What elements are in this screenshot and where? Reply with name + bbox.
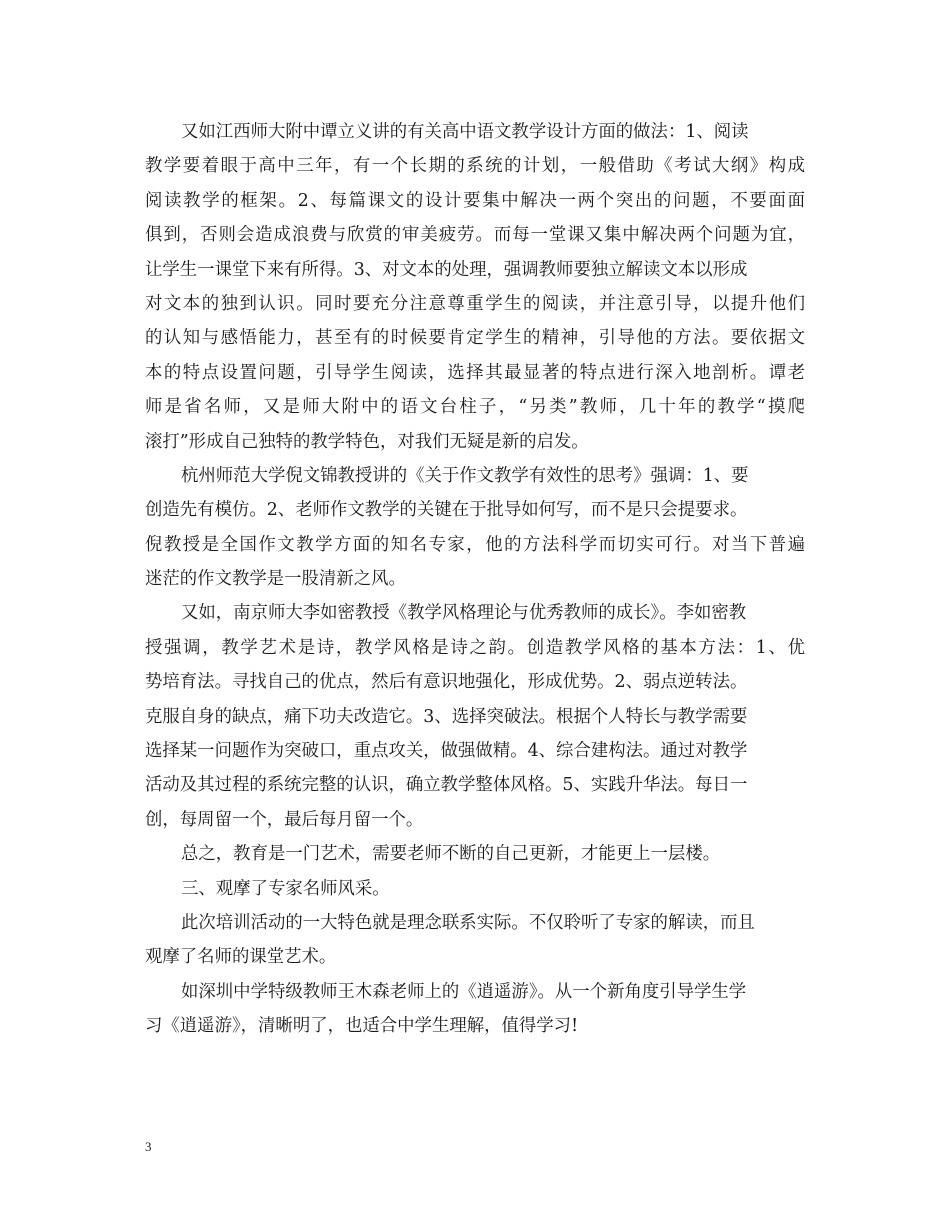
paragraph-line: 倪教授是全国作文教学方面的知名专家，他的方法科学而切实可行。对当下普遍	[145, 534, 805, 555]
paragraph-line: 此次培训活动的一大特色就是理念联系实际。不仅聆听了专家的解读，而且	[181, 912, 755, 933]
document-body	[145, 115, 805, 1044]
paragraph-line: 本的特点设置问题，引导学生阅读，选择其最显著的特点进行深入地剖析。谭老	[145, 362, 805, 383]
paragraph-line: 的认知与感悟能力，甚至有的时候要肯定学生的精神，引导他的方法。要依据文	[145, 328, 805, 349]
paragraph-line: 习《逍遥游》，清晰明了，也适合中学生理解，值得学习!	[145, 1016, 579, 1037]
paragraph-line: 势培育法。寻找自己的优点，然后有意识地强化，形成优势。2、弱点逆转法。	[145, 672, 748, 693]
section-heading: 三、观摩了专家名师风采。	[181, 878, 390, 899]
paragraph-line: 创，每周留一个，最后每月留一个。	[145, 809, 424, 830]
paragraph-line: 观摩了名师的课堂艺术。	[145, 947, 337, 968]
paragraph-line: 迷茫的作文教学是一股清新之风。	[145, 569, 406, 590]
paragraph-line: 又如江西师大附中谭立义讲的有关高中语文教学设计方面的做法：1、阅读	[181, 122, 749, 142]
paragraph-line: 让学生一课堂下来有所得。3、对文本的处理，强调教师要独立解读文本以形成	[145, 259, 748, 280]
paragraph-line: 克服自身的缺点，痛下功夫改造它。3、选择突破法。根据个人特长与教学需要	[145, 706, 748, 727]
paragraph-line: 创造先有模仿。2、老师作文教学的关键在于批导如何写，而不是只会提要求。	[145, 500, 748, 521]
paragraph-line: 俱到，否则会造成浪费与欣赏的审美疲劳。而每一堂课又集中解决两个问题为宜，	[145, 225, 805, 246]
paragraph-line: 师是省名师，又是师大附中的语文台柱子，“另类”教师，几十年的教学“摸爬	[145, 397, 805, 418]
paragraph-line: 又如，南京师大李如密教授《教学风格理论与优秀教师的成长》。李如密教	[181, 603, 747, 624]
paragraph-line: 教学要着眼于高中三年，有一个长期的系统的计划，一般借助《考试大纲》构成	[145, 156, 805, 177]
paragraph-line: 如深圳中学特级教师王木森老师上的《逍遥游》。从一个新角度引导学生学	[181, 981, 747, 1002]
paragraph-line: 活动及其过程的系统完整的认识，确立教学整体风格。5、实践升华法。每日一	[145, 775, 748, 796]
paragraph-line: 总之，教育是一门艺术，需要老师不断的自己更新，才能更上一层楼。	[181, 844, 721, 865]
paragraph-line: 滚打”形成自己独特的教学特色，对我们无疑是新的启发。	[145, 431, 589, 452]
paragraph-line: 阅读教学的框架。2、每篇课文的设计要集中解决一两个突出的问题，不要面面	[145, 190, 805, 211]
paragraph-line: 对文本的独到认识。同时要充分注意尊重学生的阅读，并注意引导，以提升他们	[145, 293, 805, 314]
paragraph-line: 授强调，教学艺术是诗，教学风格是诗之韵。创造教学风格的基本方法：1、优	[145, 637, 805, 658]
paragraph-line: 杭州师范大学倪文锦教授讲的《关于作文教学有效性的思考》强调：1、要	[181, 465, 749, 486]
page-number: 3	[145, 1139, 152, 1154]
paragraph-line: 选择某一问题作为突破口，重点攻关，做强做精。4、综合建构法。通过对教学	[145, 741, 748, 762]
